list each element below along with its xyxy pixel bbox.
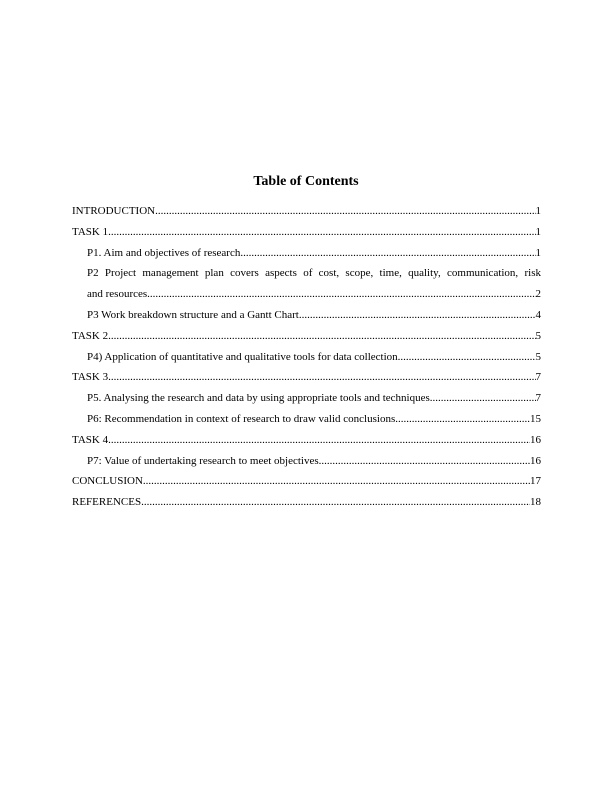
toc-entry-p3[interactable]	[72, 305, 541, 326]
toc-page-number: 16	[530, 433, 541, 446]
toc-leader-dots	[395, 409, 530, 430]
toc-entry-p4[interactable]	[72, 347, 541, 368]
toc-entry-task-3[interactable]	[72, 367, 541, 388]
toc-entry-conclusion[interactable]	[72, 471, 541, 492]
toc-entry-text: P1. Aim and objectives of research	[87, 246, 241, 259]
toc-page-number: 17	[530, 475, 541, 488]
toc-page-number: 18	[530, 496, 541, 509]
toc-page-number: 5	[535, 329, 541, 342]
toc-entry-task-4[interactable]	[72, 430, 541, 451]
toc-page-number: 5	[535, 350, 541, 363]
toc-leader-dots	[155, 201, 535, 222]
toc-entry-task-1[interactable]	[72, 222, 541, 243]
toc-entry-references[interactable]	[72, 492, 541, 513]
toc-leader-dots	[299, 305, 536, 326]
toc-entry-text: TASK 1	[72, 225, 109, 238]
toc-entry-text: TASK 4	[72, 433, 109, 446]
toc-entry-p2-line-2[interactable]	[72, 284, 541, 305]
toc-page-number: 7	[535, 371, 541, 384]
toc-page-number: 1	[535, 225, 541, 238]
toc-entry-text: INTRODUCTION	[72, 205, 156, 217]
toc-entry-task-2[interactable]	[72, 326, 541, 347]
toc-leader-dots	[398, 347, 536, 368]
toc-entry-text: P7: Value of undertaking research to meet objectives	[87, 454, 319, 467]
toc-leader-dots	[240, 243, 535, 264]
toc-entry-p7[interactable]	[72, 451, 541, 472]
toc-leader-dots	[430, 388, 536, 409]
toc-entry-p1[interactable]	[72, 243, 541, 264]
toc-entry-text: P5. Analysing the research and data by using appropriate tools and techniques	[87, 392, 430, 405]
toc-page-number: 7	[535, 392, 541, 405]
toc-page-number: 15	[530, 412, 541, 425]
toc-entry-text: and resources	[87, 288, 148, 301]
toc-entry-text: P2 Project management plan covers aspects of cost, scope, time, quality, communication, risk	[87, 267, 541, 280]
toc-list	[72, 201, 541, 513]
toc-leader-dots	[108, 326, 535, 347]
toc-leader-dots	[319, 451, 530, 472]
toc-entry-text: CONCLUSION	[72, 475, 143, 488]
toc-entry-introduction[interactable]	[72, 201, 541, 222]
toc-entry-p5[interactable]	[72, 388, 541, 409]
toc-entry-text: P3 Work breakdown structure and a Gantt Chart	[87, 308, 299, 321]
toc-entry-text: TASK 2	[72, 329, 109, 342]
toc-leader-dots	[147, 284, 535, 305]
toc-page-number: 2	[535, 288, 541, 301]
toc-entry-p6[interactable]	[72, 409, 541, 430]
toc-page-number: 1	[535, 205, 541, 217]
toc-entry-text: REFERENCES	[72, 496, 142, 509]
toc-leader-dots	[143, 471, 530, 492]
toc-entry-text: TASK 3	[72, 371, 109, 384]
toc-title: Table of Contents	[253, 174, 359, 189]
toc-leader-dots	[108, 367, 535, 388]
toc-page-number: 4	[535, 308, 541, 321]
toc-page-number: 1	[535, 246, 541, 259]
toc-leader-dots	[108, 222, 535, 243]
toc-entry-text: P6: Recommendation in context of research to draw valid conclusions	[87, 412, 396, 425]
toc-entry-p2-line-1[interactable]	[72, 263, 541, 284]
toc-entry-text: P4) Application of quantitative and qualitative tools for data collection	[87, 350, 398, 363]
toc-leader-dots	[108, 430, 530, 451]
toc-leader-dots	[141, 492, 530, 513]
toc-page-number: 16	[530, 454, 541, 467]
